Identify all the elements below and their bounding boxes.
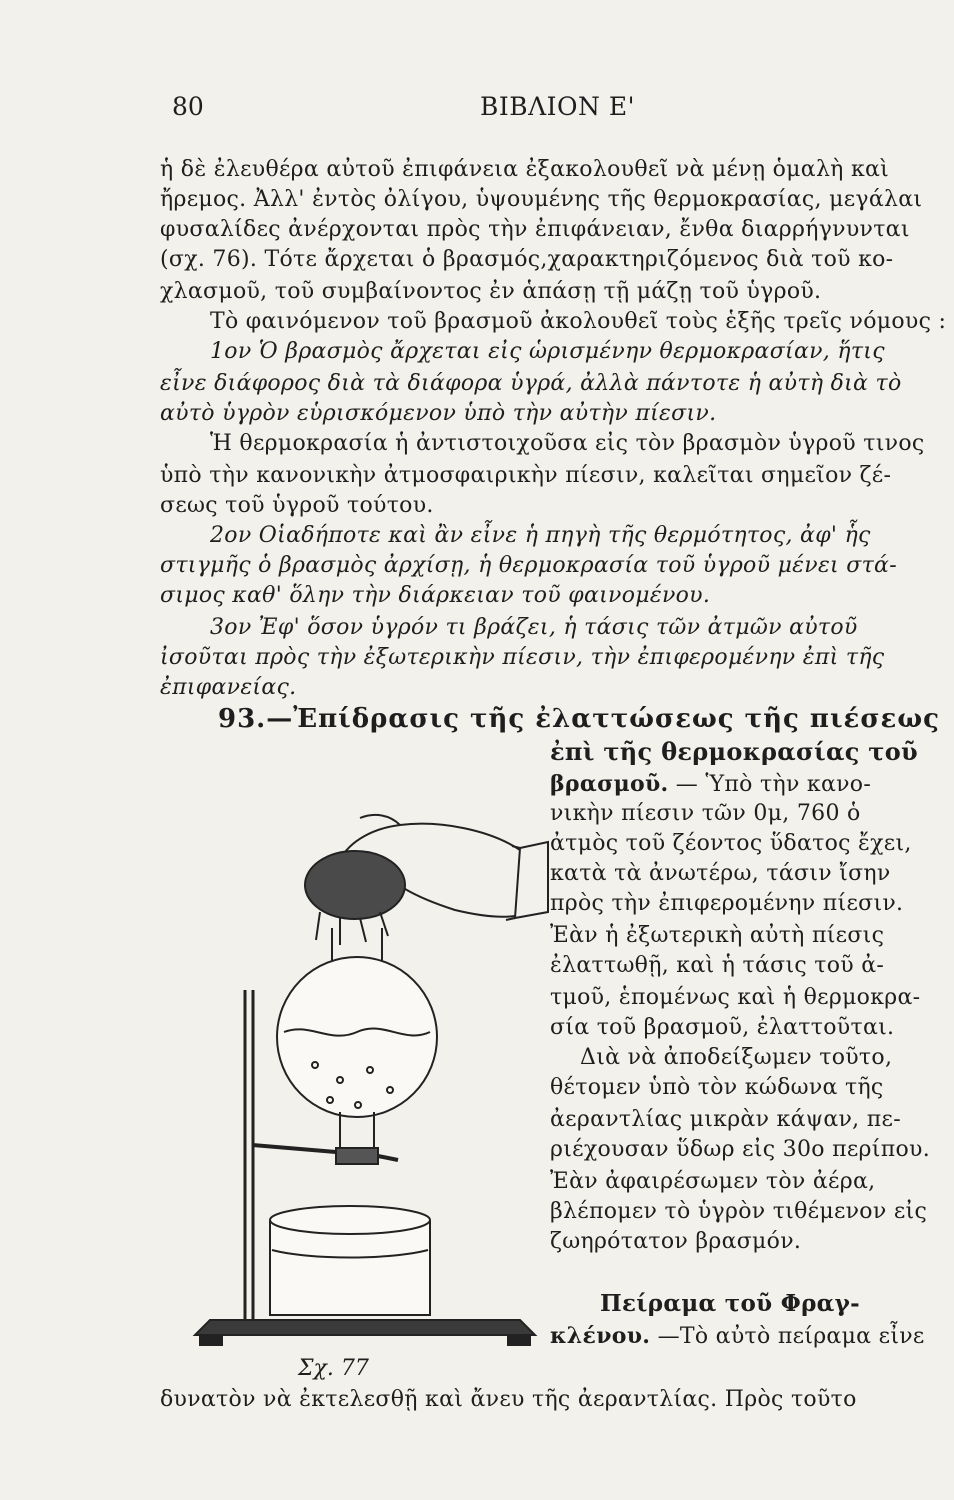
column-line: ἐλαττωθῇ, καὶ ἡ τάσις τοῦ ἀ- bbox=[550, 953, 885, 978]
law-1-line: εἶνε διάφορος διὰ τὰ διάφορα ὑγρά, ἀλλὰ πάντοτε ἡ αὐτὴ διὰ τὸ bbox=[160, 371, 902, 396]
text-line: Τὸ φαινόμενον τοῦ βρασμοῦ ἀκολουθεῖ τοὺς ἑξῆς τρεῖς νόμους : bbox=[210, 309, 947, 334]
figure-caption: Σχ. 77 bbox=[298, 1356, 369, 1381]
section-first-line bbox=[550, 770, 871, 799]
text-line: φυσαλίδες ἀνέρχονται πρὸς τὴν ἐπιφάνειαν, ἔνθα διαρρήγνυνται bbox=[160, 217, 910, 242]
text-fragment: — Ὑπὸ τὴν κανο- bbox=[675, 772, 872, 797]
column-line: Ἐὰν ἀφαιρέσωμεν τὸν ἀέρα, bbox=[550, 1169, 876, 1194]
column-line: ἀτμὸς τοῦ ζέοντος ὕδατος ἔχει, bbox=[550, 831, 912, 856]
section-heading: 93.—Ἐπίδρασις τῆς ἐλαττώσεως τῆς πιέσεως bbox=[218, 704, 940, 734]
column-line: νικὴν πίεσιν τῶν 0μ, 760 ὁ bbox=[550, 801, 861, 826]
law-3-line: ἐπιφανείας. bbox=[160, 675, 297, 700]
law-1-line: αὐτὸ ὑγρὸν εὑρισκόμενον ὑπὸ τὴν αὐτὴν πίεσιν. bbox=[160, 401, 717, 426]
column-line: κατὰ τὰ ἀνωτέρω, τάσιν ἴσην bbox=[550, 861, 891, 886]
column-line: σία τοῦ βρασμοῦ, ἐλαττοῦται. bbox=[550, 1015, 895, 1040]
text-line: Ἡ θερμοκρασία ἡ ἀντιστοιχοῦσα εἰς τὸν βρασμὸν ὑγροῦ τινος bbox=[210, 431, 925, 456]
column-line: Ἐὰν ἡ ἐξωτερικὴ αὐτὴ πίεσις bbox=[550, 923, 885, 948]
law-1-line: 1ον Ὁ βρασμὸς ἄρχεται εἰς ὡρισμένην θερμοκρασίαν, ἥτις bbox=[210, 339, 885, 364]
law-2-line: 2ον Οἱαδήποτε καὶ ἂν εἶνε ἡ πηγὴ τῆς θερμότητος, ἀφ' ἧς bbox=[210, 523, 871, 548]
column-line: τμοῦ, ἑπομένως καὶ ἡ θερμοκρα- bbox=[550, 985, 921, 1010]
section-heading-end: βρασμοῦ. bbox=[550, 771, 669, 797]
experiment-first-line bbox=[550, 1322, 925, 1351]
section-heading-cont: ἐπὶ τῆς θερμοκρασίας τοῦ bbox=[550, 737, 918, 766]
boiling-flask-illustration bbox=[190, 800, 550, 1355]
column-line: Διὰ νὰ ἀποδείξωμεν τοῦτο, bbox=[580, 1045, 893, 1070]
page-header bbox=[0, 92, 954, 132]
text-line: ἤρεμος. Ἀλλ' ἐντὸς ὀλίγου, ὑψουμένης τῆς θερμοκρασίας, μεγάλαι bbox=[160, 187, 923, 212]
experiment-title: Πείραμα τοῦ Φραγ- bbox=[600, 1290, 861, 1317]
experiment-title-end: κλένου. bbox=[550, 1323, 651, 1349]
column-line: ζωηρότατον βρασμόν. bbox=[550, 1229, 802, 1254]
text-fragment: —Τὸ αὐτὸ πείραμα εἶνε bbox=[657, 1324, 925, 1349]
column-line: ἀεραντλίας μικρὰν κάψαν, πε- bbox=[550, 1107, 901, 1132]
column-line: θέτομεν ὑπὸ τὸν κώδωνα τῆς bbox=[550, 1075, 884, 1100]
text-line: ὑπὸ τὴν κανονικὴν ἀτμοσφαιρικὴν πίεσιν, καλεῖται σημεῖον ζέ- bbox=[160, 463, 892, 488]
column-line: πρὸς τὴν ἐπιφερομένην πίεσιν. bbox=[550, 891, 904, 916]
law-2-line: σιμος καθ' ὅλην τὴν διάρκειαν τοῦ φαινομένου. bbox=[160, 583, 711, 608]
page-number: 80 bbox=[172, 92, 204, 121]
law-3-line: ἰσοῦται πρὸς τὴν ἐξωτερικὴν πίεσιν, τὴν ἐπιφερομένην ἐπὶ τῆς bbox=[160, 645, 885, 670]
law-2-line: στιγμῆς ὁ βρασμὸς ἀρχίσῃ, ἡ θερμοκρασία τοῦ ὑγροῦ μένει στά- bbox=[160, 553, 897, 578]
law-3-line: 3ον Ἐφ' ὅσον ὑγρόν τι βράζει, ἡ τάσις τῶν ἀτμῶν αὐτοῦ bbox=[210, 615, 858, 640]
text-line: δυνατὸν νὰ ἐκτελεσθῇ καὶ ἄνευ τῆς ἀεραντλίας. Πρὸς τοῦτο bbox=[160, 1387, 857, 1412]
column-line: ριέχουσαν ὕδωρ εἰς 30ο περίπου. bbox=[550, 1137, 930, 1162]
column-line: βλέπομεν τὸ ὑγρὸν τιθέμενον εἰς bbox=[550, 1199, 928, 1224]
text-line: σεως τοῦ ὑγροῦ τούτου. bbox=[160, 493, 434, 518]
text-line: χλασμοῦ, τοῦ συμβαίνοντος ἐν ἁπάσῃ τῇ μάζῃ τοῦ ὑγροῦ. bbox=[160, 279, 822, 304]
running-head: ΒΙΒΛΙΟΝ Ε' bbox=[480, 92, 635, 121]
text-line: ἡ δὲ ἐλευθέρα αὐτοῦ ἐπιφάνεια ἐξακολουθεῖ νὰ μένῃ ὁμαλὴ καὶ bbox=[160, 157, 890, 182]
text-line: (σχ. 76). Τότε ἄρχεται ὁ βρασμός,χαρακτηριζόμενος διὰ τοῦ κο- bbox=[160, 247, 894, 272]
